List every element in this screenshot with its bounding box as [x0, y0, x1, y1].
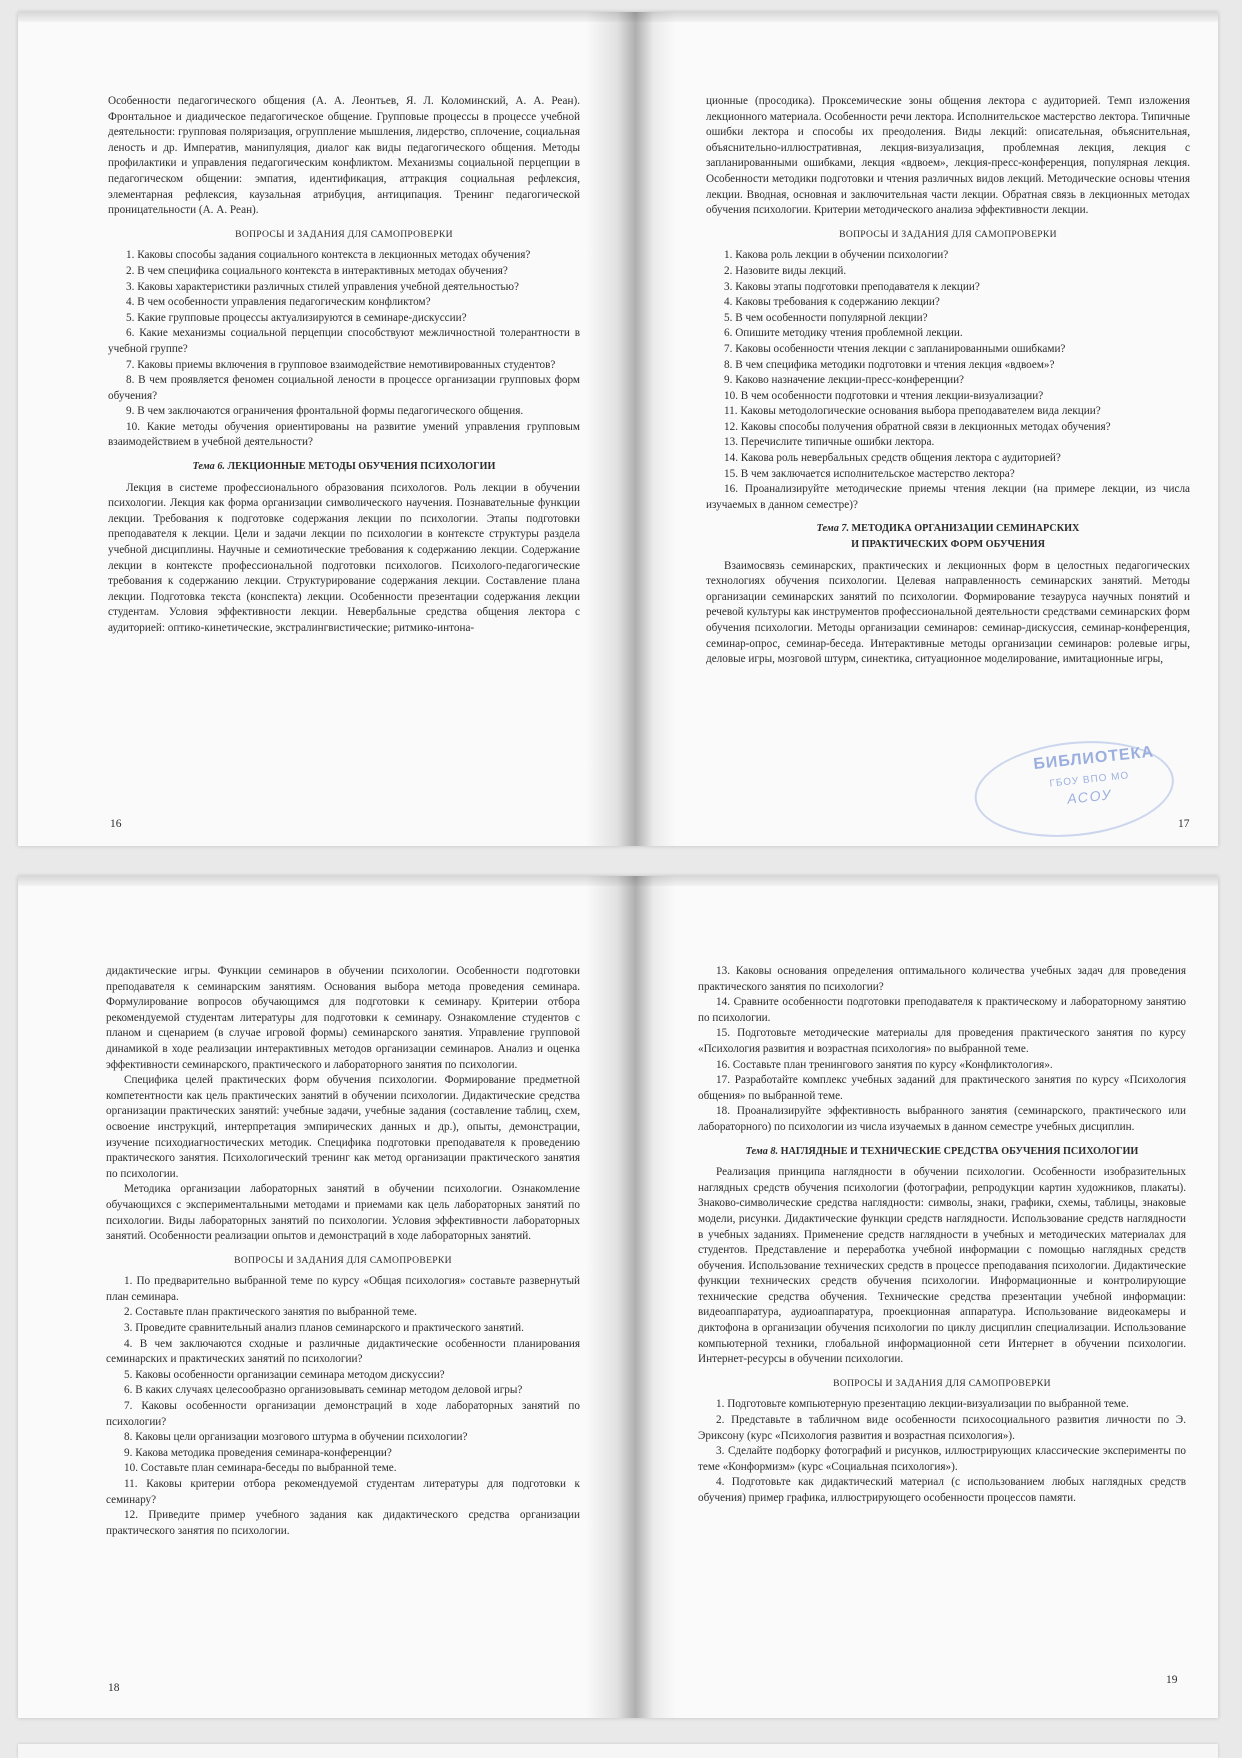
question-item: 10. В чем особенности подготовки и чтения лекции-визуализации? [724, 389, 1044, 402]
book-spread-pages-18-19 [18, 876, 1218, 1718]
question-item: 10. Составьте план семинара-беседы по выбранной теме. [124, 1462, 397, 1475]
question-item: 3. Проведите сравнительный анализ планов семинарского и практического занятий. [124, 1322, 524, 1335]
book-gutter-shadow [586, 876, 676, 1718]
question-item: 11. Каковы методологические основания выбора преподавателем вида лекции? [724, 405, 1101, 418]
paragraph: дидактические игры. Функции семинаров в обучении психологии. Особенности подготовки преподавателя к семинарским занятиям. Основания выбора метода проведения семинара. Формулирование вопросов обучающимся для подготовки к семинару. Критерии отбора рекомендуемой студентам литературы для подготовки к семинару. Ознакомление студентов с планом и сценарием (в случае игровой формы) семинарского занятия. Управление групповой динамикой в ходе реализации интерактивных методов организации семинаров. Анализ и оценка эффективности семинарского, практического и лабораторного занятия по психологии. [106, 965, 580, 1071]
question-item: 2. Представьте в табличном виде особенности психосоциального развития личности по Э. Эриксону (курс «Психология развития и возрастная психология»). [698, 1414, 1186, 1442]
page-number: 16 [110, 818, 122, 830]
question-item: 8. Каковы цели организации мозгового штурма в обучении психологии? [124, 1431, 468, 1444]
section-heading: ВОПРОСЫ И ЗАДАНИЯ ДЛЯ САМОПРОВЕРКИ [839, 228, 1057, 240]
paragraph: Лекция в системе профессионального образования психологов. Роль лекции в обучении психологии. Лекция как форма организации символического научения. Познавательные функции лекции. Требования к подготовке содержания лекции по психологии. Этапы подготовки преподавателя к лекции. Цели и задачи лекции по психологии в контексте структуры раздела учебной дисциплины. Научные и семиотические требования к содержанию лекции. Содержание лекции в контексте профессиональной подготовки психологов. Психолого-педагогические требования к содержанию лекции. Структурирование содержания лекции. Составление плана лекции. Подготовка текста (конспекта) лекции. Особенности презентации содержания лекции студентам. Условия эффективности лекции. Невербальные средства общения лектора с аудиторией: оптико-кинетические, экстралингвистические; ритмико-интона- [108, 481, 580, 634]
stamp-line: ГБОУ ВПО МО [1049, 770, 1130, 790]
page-16 [108, 94, 580, 637]
question-list [706, 248, 1190, 513]
question-item: 7. Каковы особенности чтения лекции с запланированными ошибками? [724, 342, 1066, 355]
page-18 [106, 964, 580, 1539]
question-item: 12. Приведите пример учебного задания как дидактического средства организации практического занятия по психологии. [106, 1509, 580, 1537]
question-item: 1. По предварительно выбранной теме по курсу «Общая психология» составьте развернутый план семинара. [106, 1275, 580, 1303]
topic-title: НАГЛЯДНЫЕ И ТЕХНИЧЕСКИЕ СРЕДСТВА ОБУЧЕНИЯ ПСИХОЛОГИИ [780, 1145, 1139, 1157]
question-item: 4. В чем заключаются сходные и различные дидактические особенности планирования семинарских и практических занятий по психологии? [106, 1337, 580, 1366]
topic-title: И ПРАКТИЧЕСКИХ ФОРМ ОБУЧЕНИЯ [851, 539, 1045, 551]
question-item: 16. Проанализируйте методические приемы чтения лекции (на примере лекции, из числа изучаемых в данном семестре)? [706, 483, 1190, 511]
question-item: 6. В каких случаях целесообразно организовывать семинар методом деловой игры? [124, 1384, 523, 1397]
question-item: 10. Какие методы обучения ориентированы на развитие умений управления групповым взаимодействием в учебной деятельности? [108, 420, 580, 449]
question-item: 16. Составьте план тренингового занятия по курсу «Конфликтология». [716, 1058, 1053, 1071]
paragraph: Реализация принципа наглядности в обучении психологии. Особенности изобразительных наглядных средств обучения психологии (фотографии, репродукции картин художников, плакаты). Знаково-символические средства наглядности: символы, знаки, графики, схемы, таблицы, знаковые модели, рисунки. Дидактические функции средств наглядности. Использование средств наглядности в учебных заданиях. Применение средств наглядности в учебных и методических материалах для студентов. Представление и переработка учебной информации с помощью наглядных средств обучения. Использование технических средств в процессе преподавания психологии. Дидактические функции технических средств обучения психологии. Информационные и контролирующие технические средства обучения. Технические средства презентации учебной информации: видеоаппаратура, аудиоаппаратура, проекционная аппаратура. Использование видеокамеры и диктофона в организации обучения психологии по циклу дисциплин специализации. Использование компьютерной техники, глобальной информационной сети Интернет в обучении психологии. Интернет-ресурсы в обучении психологии. [698, 1166, 1186, 1366]
question-item: 3. Каковы этапы подготовки преподавателя к лекции? [724, 280, 980, 293]
topic-heading [698, 1144, 1186, 1160]
question-item: 11. Каковы критерии отбора рекомендуемой студентам литературы для подготовки к семинару? [106, 1478, 580, 1506]
question-item: 1. Подготовьте компьютерную презентацию лекции-визуализации по выбранной теме. [716, 1398, 1129, 1411]
question-item: 2. В чем специфика социального контекста в интерактивных методах обучения? [126, 264, 508, 277]
question-item: 5. В чем особенности популярной лекции? [724, 311, 928, 324]
page-number: 17 [1178, 818, 1190, 830]
question-item: 8. В чем специфика методики подготовки и чтения лекция «вдвоем»? [724, 358, 1055, 371]
question-item: 7. Каковы приемы включения в групповое взаимодействие немотивированных студентов? [126, 358, 556, 371]
topic-heading [706, 521, 1190, 552]
question-item: 15. Подготовьте методические материалы для проведения практического занятия по курсу «Психология развития и возрастная психология» по выбранной теме. [698, 1027, 1186, 1055]
question-item: 2. Назовите виды лекций. [724, 264, 847, 277]
topic-label: Тема 7. [816, 523, 849, 535]
question-item: 5. Какие групповые процессы актуализируются в семинаре-дискуссии? [126, 311, 467, 324]
question-item: 3. Сделайте подборку фотографий и рисунков, иллюстрирующих классические эксперименты по теме «Конформизм» (курс «Социальная психология»). [698, 1445, 1186, 1473]
section-heading: ВОПРОСЫ И ЗАДАНИЯ ДЛЯ САМОПРОВЕРКИ [833, 1377, 1051, 1389]
book-gutter-shadow [586, 12, 676, 846]
topic-title: МЕТОДИКА ОРГАНИЗАЦИИ СЕМИНАРСКИХ [851, 523, 1080, 535]
page-19 [698, 964, 1186, 1507]
page-number: 18 [108, 1682, 120, 1694]
book-spread-pages-16-17 [18, 12, 1218, 846]
paragraph: ционные (просодика). Проксемические зоны общения лектора с аудиторией. Темп изложения лекционного материала. Особенности речи лектора. Исполнительское мастерство лектора. Типичные ошибки лектора и способы их преодоления. Виды лекций: описательная, объяснительная, объяснительно-иллюстративная, лекция-визуализация, проблемная лекция, лекция с запланированными ошибками, лекция «вдвоем», лекция-пресс-конференция, популярная лекция. Особенности методики подготовки и чтения различных видов лекций. Методические основы чтения лекции. Вводная, основная и заключительная части лекции. Обратная связь в лекционных методах обучения психологии. Критерии методического анализа эффективности лекции. [706, 95, 1190, 217]
question-item: 9. Каково назначение лекции-пресс-конференции? [724, 374, 965, 387]
question-item: 5. Каковы особенности организации семинара методом дискуссии? [124, 1368, 445, 1381]
question-item: 6. Опишите методику чтения проблемной лекции. [724, 327, 963, 340]
question-item: 4. Каковы требования к содержанию лекции? [724, 296, 940, 309]
question-item: 6. Какие механизмы социальной перцепции способствуют межличностной толерантности в учебной группе? [108, 327, 580, 355]
question-item: 14. Сравните особенности подготовки преподавателя к практическому и лабораторному занятию по психологии. [698, 996, 1186, 1024]
question-item: 13. Перечислите типичные ошибки лектора. [724, 436, 935, 449]
question-list [108, 248, 580, 451]
question-item: 7. Каковы особенности организации демонстраций в ходе лабораторных занятий по психологии? [106, 1400, 580, 1428]
paragraph: Особенности педагогического общения (А. А. Леонтьев, Я. Л. Коломинский, А. А. Реан). Фронтальное и диадическое педагогическое общение. Групповые процессы в процессе учебной деятельности: групповая поляризация, огруппление мышления, лидерство, сплочение, социальная леность и др. Императив, манипуляция, диалог как виды педагогического общения. Методы профилактики и управления педагогическим конфликтом. Механизмы социальной перцепции в педагогическом общении: эмпатия, идентификация, аттракция социальная рефлексия, элементарная рефлексия, каузальная атрибуция, антиципация. Тренинг педагогической проницательности (А. А. Реан). [108, 95, 580, 217]
stamp-line: БИБЛИОТЕКА [1032, 743, 1155, 774]
question-item: 1. Каковы способы задания социального контекста в лекционных методах обучения? [126, 249, 531, 262]
question-item: 13. Каковы основания определения оптимального количества учебных задач для проведения практического занятия по психологии? [698, 965, 1186, 993]
question-item: 8. В чем проявляется феномен социальной лености в процессе организации групповых форм обучения? [108, 374, 580, 402]
question-item: 3. Каковы характеристики различных стилей управления учебной деятельностью? [126, 280, 519, 293]
page-17 [706, 94, 1190, 668]
question-item: 1. Какова роль лекции в обучении психологии? [724, 249, 949, 262]
question-item: 2. Составьте план практического занятия по выбранной теме. [124, 1306, 417, 1319]
stamp-line: АСОУ [1066, 786, 1114, 807]
paragraph: Взаимосвязь семинарских, практических и лекционных форм в целостных педагогических технологиях обучения психологии. Целевая направленность семинарских занятий. Методы организации семинарских занятий по психологии. Формирование тезауруса научных понятий и речевой культуры как инструментов профессиональной деятельности средствами семинарских форм обучения психологии. Методы организации семинаров: семинар-дискуссия, семинар-конференция, семинар-опрос, семинар-беседа. Интерактивные методы организации семинаров: ролевые игры, деловые игры, мозговой штурм, синектика, ситуационное моделирование, имитационные игры, [706, 559, 1190, 666]
topic-label: Тема 6. [192, 461, 225, 473]
question-list [698, 964, 1186, 1136]
section-heading: ВОПРОСЫ И ЗАДАНИЯ ДЛЯ САМОПРОВЕРКИ [235, 228, 453, 240]
question-list [698, 1397, 1186, 1506]
paragraph: Методика организации лабораторных занятий в обучении психологии. Ознакомление обучающихся с экспериментальными методами и приемами как цель лабораторных занятий по психологии. Виды лабораторных занятий по психологии. Условия эффективности лабораторных занятий. Особенности реализации опытов и демонстраций в ходе лабораторных занятий. [106, 1183, 580, 1243]
question-list [106, 1274, 580, 1539]
question-item: 9. В чем заключаются ограничения фронтальной формы педагогического общения. [126, 405, 524, 418]
question-item: 4. В чем особенности управления педагогическим конфликтом? [126, 296, 431, 309]
next-spread-edge [18, 1744, 1218, 1758]
question-item: 18. Проанализируйте эффективность выбранного занятия (семинарского, практического или лабораторного) по психологии из числа изучаемых в данном семестре учебных дисциплин. [698, 1105, 1186, 1133]
question-item: 17. Разработайте комплекс учебных заданий для практического занятия по курсу «Психология общения» по выбранной теме. [698, 1074, 1186, 1102]
topic-heading [108, 459, 580, 475]
page-number: 19 [1166, 1674, 1178, 1686]
paragraph: Специфика целей практических форм обучения психологии. Формирование предметной компетентности как цель практических занятий в обучении психологии. Дидактические средства организации практических занятий: учебные задачи, учебные задания (составление таблиц, схем, освоение инструкций, интерпретация эмпирических данных и др.), опыты, демонстрации, изучение психодиагностических методик. Специфика подготовки преподавателя к проведению практического занятия. Психологический тренинг как метод организации практического занятия по психологии. [106, 1074, 580, 1180]
topic-label: Тема 8. [745, 1145, 779, 1157]
section-heading: ВОПРОСЫ И ЗАДАНИЯ ДЛЯ САМОПРОВЕРКИ [234, 1254, 452, 1266]
question-item: 4. Подготовьте как дидактический материал (с использованием любых наглядных средств обучения) пример графика, иллюстрирующего особенности процессов памяти. [698, 1476, 1186, 1504]
question-item: 15. В чем заключается исполнительское мастерство лектора? [724, 467, 1015, 480]
topic-title: ЛЕКЦИОННЫЕ МЕТОДЫ ОБУЧЕНИЯ ПСИХОЛОГИИ [227, 461, 496, 473]
question-item: 9. Какова методика проведения семинара-конференции? [124, 1446, 392, 1459]
question-item: 12. Каковы способы получения обратной связи в лекционных методах обучения? [724, 420, 1111, 433]
question-item: 14. Какова роль невербальных средств общения лектора с аудиторией? [724, 452, 1061, 465]
